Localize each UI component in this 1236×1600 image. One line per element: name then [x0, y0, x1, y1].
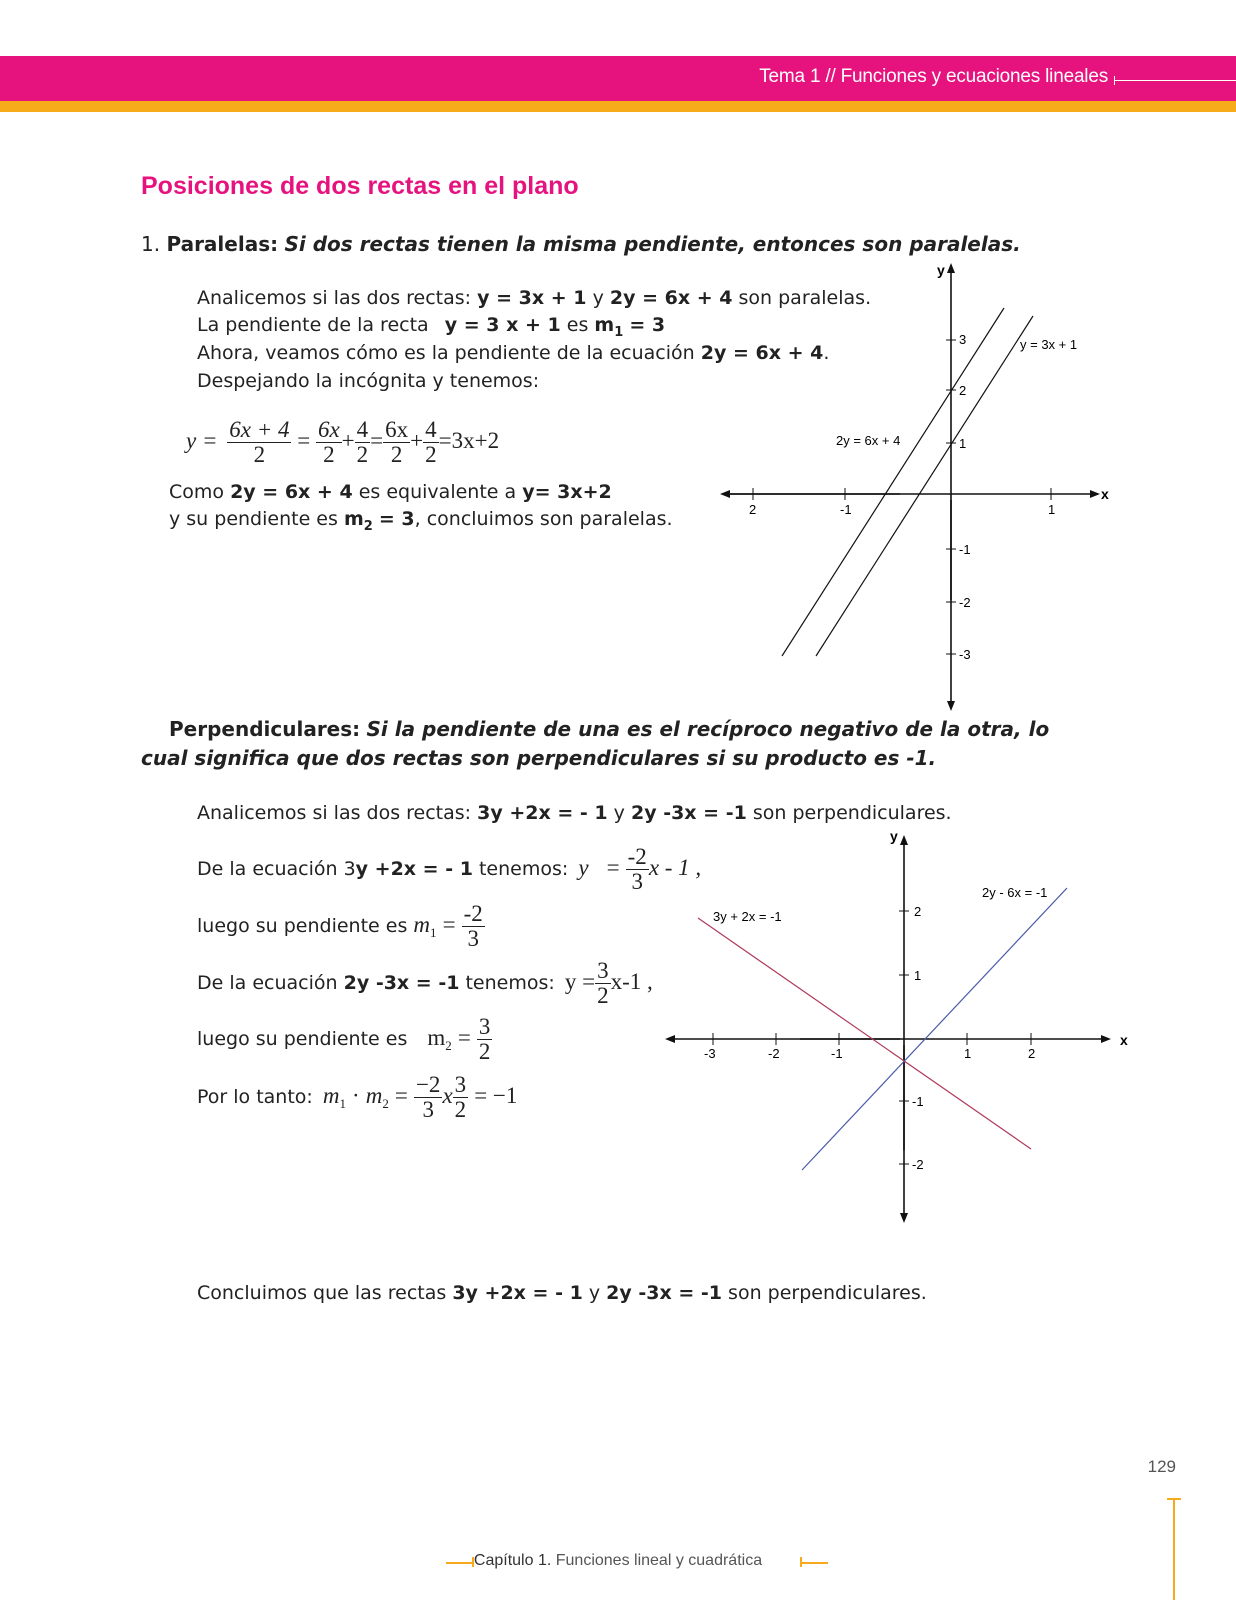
footer-title: Funciones lineal y cuadrática [555, 1552, 763, 1569]
operator: = [297, 427, 311, 453]
text: es [566, 314, 589, 336]
footer [0, 1552, 1236, 1570]
y-tick-label: 1 [959, 436, 967, 451]
operator: = [606, 855, 620, 880]
numerator: 6x [317, 417, 340, 442]
text: De la ecuación [197, 972, 338, 994]
equation: y= 3x+2 [522, 481, 612, 503]
text: y [592, 287, 604, 309]
formula-result: =3x+2 [438, 427, 500, 453]
formula-y: y = [186, 427, 218, 453]
formula-result: = −1 [474, 1083, 518, 1108]
denominator: 3 [422, 1097, 434, 1122]
subscript: 1 [339, 1095, 346, 1111]
slope-value: = 3 [378, 508, 415, 530]
text: luego su pendiente es [197, 1028, 408, 1050]
denominator: 2 [425, 442, 437, 467]
equation: 2y -3x = -1 [606, 1282, 722, 1304]
perpendicular-rule-2: cual significa que dos rectas son perpendiculares si su producto es -1. [141, 746, 937, 770]
equation: y = 3 x + 1 [444, 314, 561, 336]
denominator: 2 [356, 442, 369, 467]
text: , concluimos son paralelas. [414, 508, 673, 530]
denominator: 2 [478, 1039, 491, 1064]
x-tick-label: 2 [1028, 1046, 1036, 1061]
text: son perpendiculares. [728, 1282, 927, 1304]
parallel-line-4: Despejando la incógnita y tenemos: [197, 370, 540, 392]
text: La pendiente de la recta [197, 314, 429, 336]
equation: 3y +2x = - 1 [477, 802, 608, 824]
line2-label: 2y - 6x = -1 [982, 885, 1048, 900]
line-2y-6x-m1 [802, 888, 1067, 1170]
x-tick-label: -3 [704, 1046, 716, 1061]
numerator: 3 [478, 1014, 491, 1039]
subscript: 2 [445, 1037, 452, 1053]
text: son paralelas. [738, 287, 872, 309]
operator: = [442, 912, 456, 937]
text: Concluimos que las rectas [197, 1282, 447, 1304]
numerator: 6x [385, 417, 409, 442]
formula-y: y [578, 855, 589, 880]
x-tick-label: 1 [1048, 502, 1056, 517]
side-rule [1173, 1498, 1175, 1600]
denominator: 2 [597, 983, 609, 1008]
denominator: 3 [631, 869, 643, 894]
perpendicular-label: Perpendiculares: [169, 717, 361, 741]
header-title: Tema 1 // Funciones y ecuaciones lineales [759, 66, 1108, 87]
text: y [613, 802, 625, 824]
equation: y = 3x + 1 [477, 287, 587, 309]
subscript: 1 [430, 924, 437, 940]
x-tick-label: -1 [831, 1046, 843, 1061]
text: . [823, 342, 830, 364]
slope-symbol: m [343, 508, 364, 530]
slope-symbol: m [322, 1083, 340, 1108]
operator: = [457, 1025, 471, 1050]
operator: x [442, 1083, 453, 1108]
numerator: 6x + 4 [229, 417, 290, 442]
numerator: 4 [425, 417, 437, 442]
equation: 2y = 6x + 4 [230, 481, 353, 503]
operator: + [341, 427, 355, 453]
text: y [588, 1282, 601, 1304]
text: luego su pendiente es [197, 915, 408, 937]
x-tick-label: -1 [840, 502, 852, 517]
formula-tail: x - 1 , [648, 855, 702, 880]
text: Analicemos si las dos rectas: [197, 802, 472, 824]
numerator: -2 [463, 901, 483, 926]
equation: 2y -3x = -1 [343, 972, 460, 994]
numerator: -2 [627, 844, 647, 869]
axis-label-y: y [937, 262, 945, 278]
slope-value: = 3 [629, 314, 666, 336]
item-number: 1. [141, 232, 161, 256]
axis-label-y: y [890, 828, 898, 844]
equation: 2y = 6x + 4 [700, 342, 824, 364]
y-tick-label: -2 [912, 1157, 924, 1172]
text: son perpendiculares. [752, 802, 952, 824]
y-tick-label: 2 [914, 904, 922, 919]
subscript: 2 [382, 1095, 389, 1111]
numerator: 4 [356, 417, 369, 442]
operator: = [394, 1083, 408, 1108]
y-tick-label: -3 [959, 647, 971, 662]
perpendicular-conclusion [197, 1282, 927, 1304]
y-tick-label: -1 [912, 1094, 924, 1109]
slope-symbol: m [427, 1025, 446, 1050]
y-tick-label: 2 [959, 383, 967, 398]
line2-label: 2y = 6x + 4 [836, 433, 901, 448]
equation: 3y +2x = - 1 [452, 1282, 583, 1304]
parallel-label: Paralelas: [166, 232, 279, 256]
slope-symbol: m [594, 314, 615, 336]
y-tick-label: -1 [959, 542, 971, 557]
slope-symbol: m [365, 1083, 383, 1108]
formula-y: y = [564, 969, 596, 994]
subscript: 1 [614, 324, 624, 340]
operator: + [410, 427, 424, 453]
text: tenemos: [478, 858, 569, 880]
subscript: 2 [363, 518, 373, 534]
text: tenemos: [465, 972, 555, 994]
slope-symbol: m [413, 912, 431, 937]
operator: · [352, 1083, 360, 1108]
axis-label-x: x [1120, 1032, 1128, 1048]
x-tick-label: -2 [768, 1046, 780, 1061]
denominator: 2 [253, 442, 266, 467]
text: y su pendiente es [169, 508, 338, 530]
text: Analicemos si las dos rectas: [197, 287, 472, 309]
denominator: 2 [323, 442, 335, 467]
text: Ahora, veamos cómo es la pendiente de la ecuación [197, 342, 695, 364]
numerator: 3 [454, 1072, 467, 1097]
text: Como [169, 481, 225, 503]
footer-chapter: Capítulo 1. [473, 1552, 552, 1569]
line1-label: y = 3x + 1 [1020, 337, 1078, 352]
x-tick-label: 2 [749, 502, 757, 517]
numerator: −2 [415, 1072, 441, 1097]
text: Por lo tanto: [197, 1086, 313, 1108]
y-tick-label: 3 [959, 332, 967, 347]
text: es equivalente a [358, 481, 517, 503]
line1-label: 3y + 2x = -1 [713, 909, 782, 924]
operator: = [370, 427, 384, 453]
page-number: 129 [1147, 1457, 1176, 1476]
y-tick-label: 1 [914, 968, 922, 983]
parallel-rule: Si dos rectas tienen la misma pendiente, entonces son paralelas. [284, 232, 1021, 256]
text: De la ecuación 3 [197, 858, 356, 880]
y-tick-label: -2 [959, 595, 971, 610]
denominator: 2 [454, 1097, 467, 1122]
axis-label-x: x [1101, 486, 1109, 502]
formula-tail: x-1 , [610, 969, 653, 994]
x-tick-label: 1 [964, 1046, 972, 1061]
equation: 2y -3x = -1 [630, 802, 747, 824]
numerator: 3 [597, 958, 609, 983]
section-title: Posiciones de dos rectas en el plano [141, 172, 579, 200]
equation: y +2x = - 1 [355, 858, 473, 880]
perpendicular-rule: Si la pendiente de una es el recíproco negativo de la otra, lo [366, 717, 1050, 741]
denominator: 2 [390, 442, 403, 467]
denominator: 3 [467, 926, 479, 951]
equation: 2y = 6x + 4 [609, 287, 733, 309]
line-3y-2x-m1 [698, 918, 1031, 1149]
